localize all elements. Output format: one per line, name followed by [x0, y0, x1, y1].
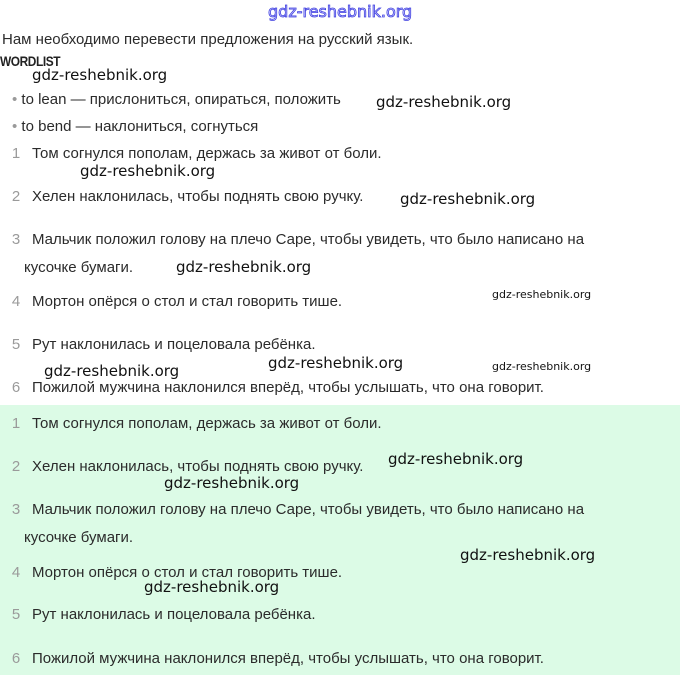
- answer-number: 3: [11, 501, 21, 518]
- answer-number: 2: [11, 458, 21, 475]
- wordlist-item: • to lean — прислониться, опираться, положить: [12, 91, 341, 108]
- item-number: 3: [11, 231, 21, 248]
- answer: Пожилой мужчина наклонился вперёд, чтобы услышать, что она говорит.: [32, 650, 544, 667]
- sentence-continuation: кусочке бумаги.: [24, 259, 134, 276]
- watermark: gdz-reshebnik.org: [164, 474, 300, 492]
- answer: Хелен наклонилась, чтобы поднять свою ручку.: [32, 458, 364, 475]
- watermark: gdz-reshebnik.org: [268, 354, 404, 372]
- answer-number: 1: [11, 415, 21, 432]
- wordlist-text: to lean — прислониться, опираться, положить: [21, 91, 341, 108]
- wordlist-item: • to bend — наклониться, согнуться: [12, 118, 259, 135]
- watermark: gdz-reshebnik.org: [44, 362, 180, 380]
- answer-number: 5: [11, 606, 21, 623]
- intro-text: Нам необходимо перевести предложения на русский язык.: [2, 31, 414, 48]
- answer-number: 4: [11, 564, 21, 581]
- watermark: gdz-reshebnik.org: [80, 162, 216, 180]
- watermark: gdz-reshebnik.org: [492, 360, 592, 373]
- answer-number: 6: [11, 650, 21, 667]
- item-number: 2: [11, 188, 21, 205]
- watermark: gdz-reshebnik.org: [376, 93, 512, 111]
- sentence: Рут наклонилась и поцеловала ребёнка.: [32, 336, 316, 353]
- item-number: 5: [11, 336, 21, 353]
- wordlist-title: WORDLIST: [0, 53, 61, 69]
- sentence: Хелен наклонилась, чтобы поднять свою ручку.: [32, 188, 364, 205]
- answer: Мальчик положил голову на плечо Саре, чтобы увидеть, что было написано на: [32, 501, 585, 518]
- item-number: 6: [11, 379, 21, 396]
- watermark: gdz-reshebnik.org: [268, 2, 413, 21]
- item-number: 1: [11, 145, 21, 162]
- answer: Том согнулся пополам, держась за живот от боли.: [32, 415, 382, 432]
- watermark: gdz-reshebnik.org: [388, 450, 524, 468]
- answer: Мортон опёрся о стол и стал говорить тише.: [32, 564, 343, 581]
- watermark: gdz-reshebnik.org: [32, 66, 168, 84]
- sentence: Мальчик положил голову на плечо Саре, чтобы увидеть, что было написано на: [32, 231, 585, 248]
- answer-continuation: кусочке бумаги.: [24, 529, 134, 546]
- sentence: Пожилой мужчина наклонился вперёд, чтобы услышать, что она говорит.: [32, 379, 544, 396]
- answer: Рут наклонилась и поцеловала ребёнка.: [32, 606, 316, 623]
- item-number: 4: [11, 293, 21, 310]
- watermark: gdz-reshebnik.org: [492, 288, 592, 301]
- sentence: Мортон опёрся о стол и стал говорить тише.: [32, 293, 343, 310]
- watermark: gdz-reshebnik.org: [460, 546, 596, 564]
- watermark: gdz-reshebnik.org: [400, 190, 536, 208]
- sentence: Том согнулся пополам, держась за живот от боли.: [32, 145, 382, 162]
- watermark: gdz-reshebnik.org: [176, 258, 312, 276]
- wordlist-text: to bend — наклониться, согнуться: [21, 118, 259, 135]
- watermark: gdz-reshebnik.org: [144, 578, 280, 596]
